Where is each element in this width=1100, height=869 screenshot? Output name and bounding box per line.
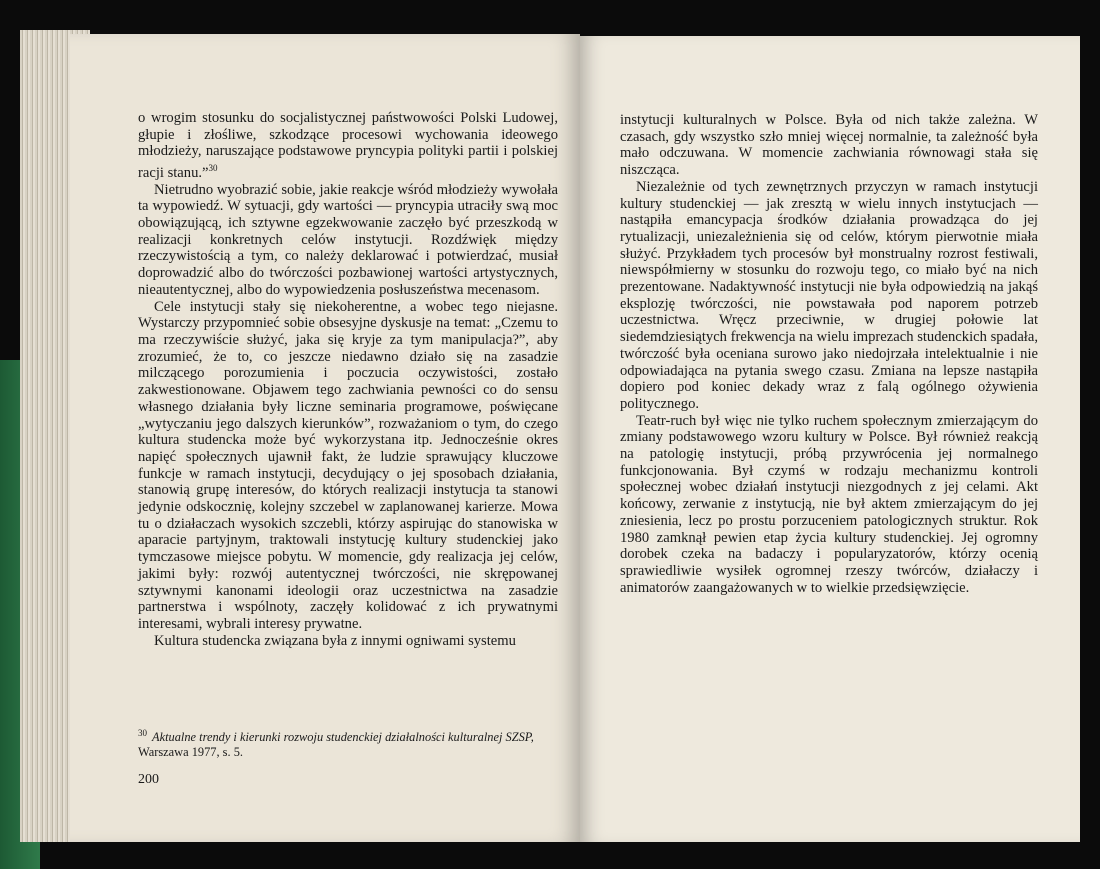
paragraph: o wrogim stosunku do socjalistycznej państwowości Polski Ludowej, głupie i złośliwe, szkodzące procesowi wychowania ideowego młodzieży, naruszające podstawowe pryncypia polityki partii i polskiej racji stanu.”$^{30}$ [138, 110, 558, 181]
paragraph: instytucji kulturalnych w Polsce. Była od nich także zależna. W czasach, gdy wszystko szło mniej więcej normalnie, ta zależność była mało odczuwana. W momencie zachwiania równowagi stała się niszcząca. [620, 112, 1038, 179]
paragraph: Niezależnie od tych zewnętrznych przyczyn w ramach instytucji kultury studenckiej — jak zresztą w wielu innych instytucjach — nastąpiła emancypacja środków działania prowadząca do jej rytualizacji, uniezależnienia się od celów, którym pierwotnie miała służyć. Przykładem tych procesów był monstrualny rozrost festiwali, niewspółmierny w stosunku do rozwoju tego, co miało być na nich prezentowane. Nadaktywność instytucji nie była odpowiedzią na jakąś eksplozję twórczości, nie powstawała pod naporem potrzeb uczestnictwa. Wręcz przeciwnie, w drugiej połowie lat siedemdziesiątych frekwencja na wielu imprezach studenckich spadała, twórczość była oceniana surowo jako niedojrzała intelektualnie i nie odpowiadająca na pytania swego czasu. Zmiana na lepsze nastąpiła dopiero pod koniec dekady wraz z falą ogólnego ożywienia politycznego. [620, 178, 1038, 412]
paragraph: Teatr-ruch był więc nie tylko ruchem społecznym zmierzającym do zmiany podstawowego wzoru kultury w Polsce. Był również reakcją na patologię instytucji, próbą przywrócenia jej normalnego funkcjonowania. Był czymś w rodzaju mechanizmu kontroli społecznej wobec działań instytucji niezgodnych z jej celami. Akt końcowy, zerwanie z instytucją, nie był aktem zmierzającym do jej zniesienia, lecz po prostu porzuceniem patologicznych struktur. Rok 1980 zamknął pewien etap życia kultury studenckiej. Jej ogromny dorobek czeka na badaczy i popularyzatorów, którzy ocenią sprawiedliwie wysiłek ogromnej rzeszy twórców, działaczy i animatorów zaangażowanych w to wielkie przedsięwzięcie. [620, 412, 1038, 596]
open-book [20, 22, 1080, 850]
paragraph: Nietrudno wyobrazić sobie, jakie reakcje wśród młodzieży wywołała ta wypowiedź. W sytuacji, gdy wartości — pryncypia utraciły swą moc obowiązującą, ich sztywne egzekwowanie zaczęło być przeszkodą w realizacji konkretnych celów instytucji. Rozdźwięk między rzeczywistością a tym, co należy deklarować i potwierdzać, musiał doprowadzić albo do twórczości pozbawionej wartości artystycznych, nieautentycznej, albo do wypowiedzenia posłuszeństwa mecenasom. [138, 181, 558, 298]
footnote-reference: 30 [208, 163, 218, 174]
paragraph: Cele instytucji stały się niekoherentne, a wobec tego niejasne. Wystarczy przypomnieć sobie obsesyjne dyskusje na temat: „Czemu to ma rzeczywiście służyć, jaka się kryje za tym manipulacja?”, aby zrozumieć, że to, co jeszcze niedawno działo się na zasadzie milczącego porozumienia i poczucia oczywistości, zostało zakwestionowane. Objawem tego zachwiania pewności co do sensu własnego działania były liczne seminaria programowe, poświęcane „wytyczaniu jego dalszych kierunków”, rozważaniom o tym, do czego kultura studencka może być wykorzystana itp. Jednocześnie okres napięć społecznych ujawnił fakt, że ludzie sprawujący kluczowe funkcje w ramach instytucji, decydujący o jej sposobach działania, stanowią grupę interesów, do których realizacji instytucja ta stanowi jedynie odskocznię, kolejny szczebel w zaplanowanej karierze. Mowa tu o działaczach wysokich szczebli, którzy aspirując do stanowiska w aparacie partyjnym, traktowali instytucję kultury studenckiej jako tymczasowe miejsce pobytu. W momencie, gdy realizacja jej celów, jakimi były: rozwój autentycznej twórczości, nie skrępowanej sztywnymi kanonami ideologii oraz uczestnictwa na zasadzie partnerstwa i wspólnoty, zaczęły kolidować z ich prywatnymi interesami, wybrali interesy prywatne. [138, 298, 558, 632]
page-number: 200 [138, 772, 159, 787]
footnote [138, 726, 558, 760]
paragraph: Kultura studencka związana była z innymi ogniwami systemu [154, 632, 516, 649]
footnote-number: 30 [138, 728, 147, 738]
left-page [70, 34, 580, 842]
right-page [580, 36, 1080, 842]
footnote-publication: Warszawa 1977, s. 5. [138, 745, 243, 760]
right-page-body [620, 112, 1038, 596]
left-page-body [138, 110, 558, 649]
footnote-title: Aktualne trendy i kierunki rozwoju studenckiej działalności kulturalnej SZSP, [152, 730, 534, 745]
